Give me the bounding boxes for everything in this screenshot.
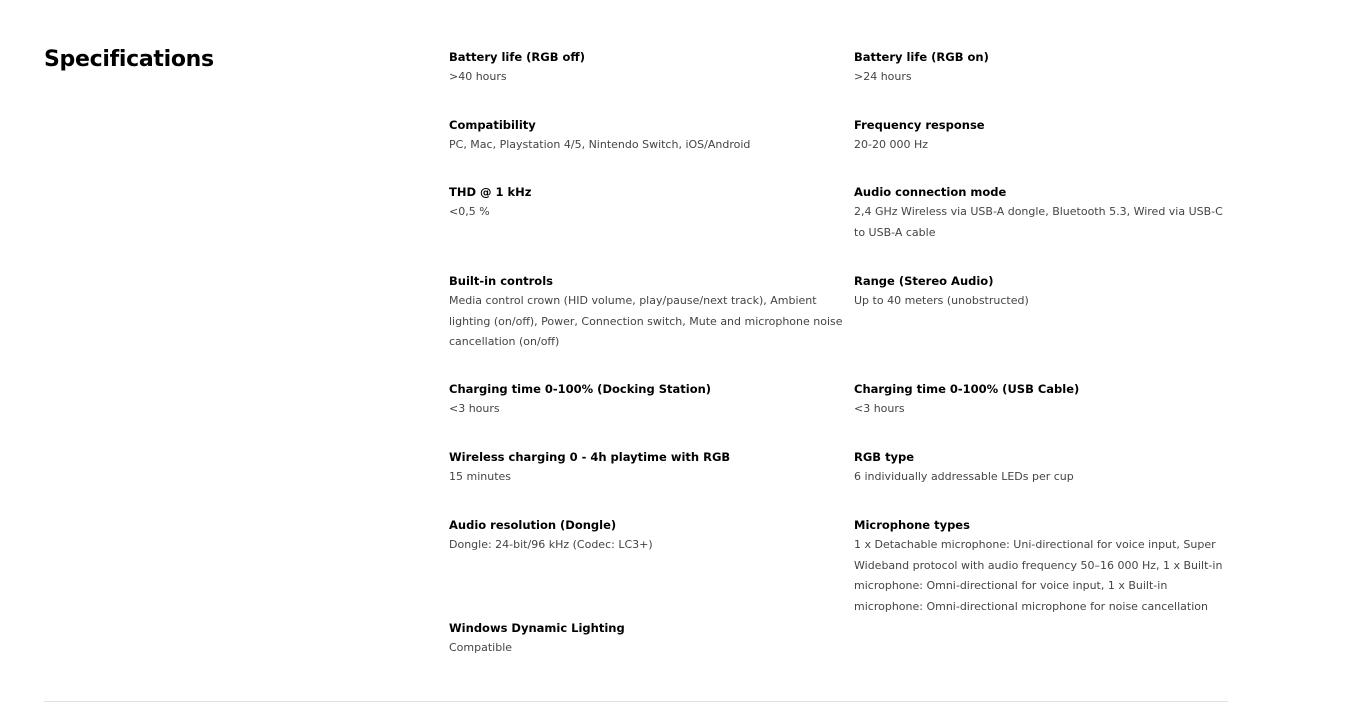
spec-label: Microphone types <box>854 518 970 532</box>
spec-row <box>449 273 1229 381</box>
spec-built-in-controls <box>449 273 854 381</box>
spec-range-stereo-audio <box>854 273 1229 381</box>
spec-audio-resolution <box>449 517 854 620</box>
spec-value: >40 hours <box>449 70 507 83</box>
spec-label: Battery life (RGB off) <box>449 50 585 64</box>
spec-value: 15 minutes <box>449 470 512 483</box>
spec-value: 6 individually addressable LEDs per cup <box>854 470 1074 483</box>
spec-label: Charging time 0-100% (Docking Station) <box>449 382 712 396</box>
spec-value: <3 hours <box>449 402 500 415</box>
spec-thd <box>449 184 854 273</box>
spec-row <box>449 184 1229 273</box>
spec-value: <0,5 % <box>449 205 490 218</box>
spec-charging-time-docking <box>449 381 854 449</box>
spec-microphone-types <box>854 517 1229 620</box>
spec-label: Audio connection mode <box>854 185 1007 199</box>
spec-frequency-response <box>854 117 1229 185</box>
spec-label: RGB type <box>854 450 915 464</box>
spec-label: Audio resolution (Dongle) <box>449 518 617 532</box>
spec-rgb-type <box>854 449 1229 517</box>
spec-battery-life-rgb-on <box>854 49 1229 117</box>
spec-label: Charging time 0-100% (USB Cable) <box>854 382 1080 396</box>
spec-value: 2,4 GHz Wireless via USB-A dongle, Bluetooth 5.3, Wired via USB-C to USB-A cable <box>854 205 1223 239</box>
spec-label: Range (Stereo Audio) <box>854 274 994 288</box>
spec-row <box>449 449 1229 517</box>
spec-row <box>449 381 1229 449</box>
spec-value: Up to 40 meters (unobstructed) <box>854 294 1029 307</box>
spec-row <box>449 49 1229 117</box>
spec-label: Frequency response <box>854 117 985 132</box>
spec-value: 20-20 000 Hz <box>854 137 928 151</box>
spec-value: PC, Mac, Playstation 4/5, Nintendo Switch, iOS/Android <box>449 137 751 151</box>
spec-row <box>449 117 1229 185</box>
spec-windows-dynamic-lighting <box>449 620 824 660</box>
section-divider <box>44 701 1228 702</box>
spec-audio-connection-mode <box>854 184 1229 273</box>
spec-value: Media control crown (HID volume, play/pause/next track), Ambient lighting (on/off), Power, Connection switch, Mute and microphone noise cancellation (on/off) <box>449 294 843 349</box>
spec-charging-time-usb <box>854 381 1229 449</box>
spec-battery-life-rgb-off <box>449 49 854 117</box>
spec-wireless-charging <box>449 449 854 517</box>
spec-label: Battery life (RGB on) <box>854 50 989 64</box>
spec-value: 1 x Detachable microphone: Uni-directional for voice input, Super Wideband protocol with audio frequency 50–16 000 Hz, 1 x Built-in microphone: Omni-directional for voice input, 1 x Built-in microphone: Omni-directional microphone for noise cancellation <box>854 538 1223 614</box>
spec-label: Compatibility <box>449 117 536 132</box>
spec-row <box>449 517 1229 620</box>
spec-value: Compatible <box>449 641 513 654</box>
spec-label: Wireless charging 0 - 4h playtime with RGB <box>449 450 731 464</box>
spec-label: Windows Dynamic Lighting <box>449 621 625 635</box>
section-title: Specifications <box>44 47 214 72</box>
spec-value: <3 hours <box>854 402 905 415</box>
spec-row <box>449 620 1229 660</box>
spec-label: THD @ 1 kHz <box>449 185 532 199</box>
spec-compatibility <box>449 117 854 185</box>
spec-value: Dongle: 24-bit/96 kHz (Codec: LC3+) <box>449 538 653 551</box>
spec-value: >24 hours <box>854 70 912 83</box>
specs-grid <box>449 49 1229 660</box>
spec-label: Built-in controls <box>449 274 553 288</box>
